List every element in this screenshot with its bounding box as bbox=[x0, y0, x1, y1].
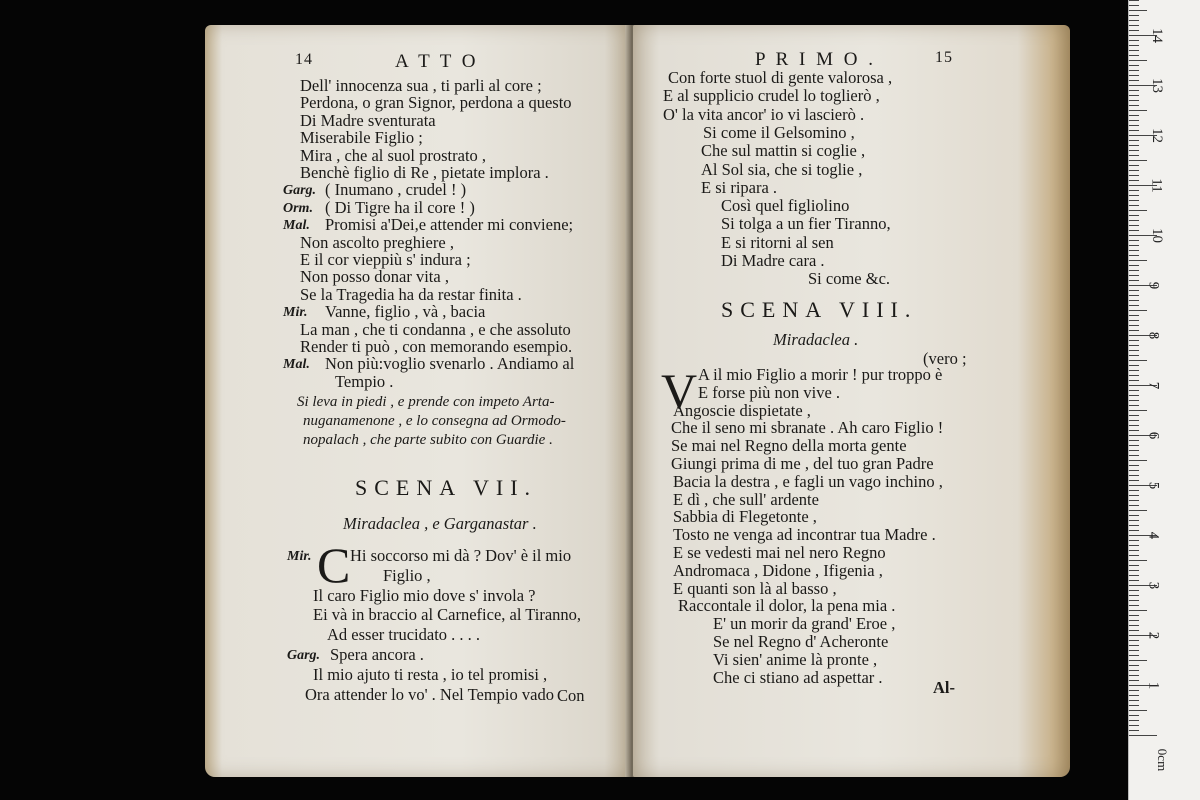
ruler-tick bbox=[1129, 280, 1139, 281]
text-line: Si come &c. bbox=[808, 269, 891, 289]
ruler-tick bbox=[1129, 105, 1139, 106]
ruler-tick bbox=[1129, 475, 1139, 476]
ruler-tick bbox=[1129, 730, 1139, 731]
ruler-number: 7 bbox=[1145, 381, 1162, 390]
ruler-tick bbox=[1129, 490, 1139, 491]
ruler-tick bbox=[1129, 605, 1139, 606]
ruler-tick bbox=[1129, 415, 1139, 416]
ruler-tick bbox=[1129, 315, 1139, 316]
text-line: Promisi a'Dei,e attender mi conviene; bbox=[325, 215, 574, 235]
ruler-unit-label: 0cm bbox=[1155, 748, 1171, 772]
ruler-number: 8 bbox=[1145, 331, 1162, 340]
left-page-number: 14 bbox=[295, 51, 313, 68]
text-line: Se la Tragedia ha da restar finita . bbox=[300, 284, 522, 304]
ruler-tick bbox=[1129, 640, 1139, 641]
ruler-tick bbox=[1129, 5, 1139, 6]
ruler-tick bbox=[1129, 675, 1139, 676]
ruler-tick bbox=[1129, 540, 1139, 541]
text-line: Il mio ajuto ti resta , io tel promisi , bbox=[313, 664, 548, 684]
ruler-tick bbox=[1129, 695, 1139, 696]
ruler-tick bbox=[1129, 295, 1139, 296]
ruler-tick bbox=[1129, 495, 1139, 496]
ruler-tick bbox=[1129, 705, 1139, 706]
ruler-number: 1 bbox=[1145, 681, 1162, 690]
ruler-tick bbox=[1129, 160, 1147, 161]
ruler-number: 14 bbox=[1149, 28, 1165, 43]
ruler-tick bbox=[1129, 355, 1139, 356]
measuring-ruler bbox=[1128, 0, 1200, 800]
ruler-tick bbox=[1129, 420, 1139, 421]
text-line: Sabbia di Flegetonte , bbox=[673, 507, 817, 527]
ruler-tick bbox=[1129, 255, 1139, 256]
ruler-tick bbox=[1129, 10, 1147, 11]
scene-viii-title: SCENA VIII. bbox=[721, 297, 918, 322]
ruler-tick bbox=[1129, 110, 1147, 111]
ruler-tick bbox=[1129, 120, 1139, 121]
text-line: Vanne, figlio , và , bacia bbox=[325, 302, 486, 322]
text-line: Si come il Gelsomino , bbox=[703, 122, 855, 142]
speaker-label: Garg. bbox=[283, 183, 317, 199]
ruler-tick bbox=[1129, 320, 1139, 321]
ruler-tick bbox=[1129, 75, 1139, 76]
text-line: Vi sien' anime là pronte , bbox=[713, 649, 878, 669]
ruler-tick bbox=[1129, 555, 1139, 556]
ruler-tick bbox=[1129, 470, 1139, 471]
ruler-tick bbox=[1129, 30, 1139, 31]
ruler-number: 11 bbox=[1148, 178, 1165, 193]
text-line: E al supplicio crudel lo toglierò , bbox=[663, 86, 880, 106]
left-running-head: A T T O bbox=[395, 51, 479, 72]
text-line: Non posso donar vita , bbox=[300, 267, 449, 287]
ruler-tick bbox=[1129, 665, 1139, 666]
text-line: Tempio . bbox=[335, 371, 394, 391]
ruler-tick bbox=[1129, 410, 1147, 411]
ruler-tick bbox=[1129, 375, 1139, 376]
ruler-tick bbox=[1129, 670, 1139, 671]
ruler-tick bbox=[1129, 615, 1139, 616]
vero-line: (vero ; bbox=[923, 349, 967, 368]
speaker-label: Orm. bbox=[283, 200, 313, 216]
text-line: Il caro Figlio mio dove s' invola ? bbox=[313, 585, 536, 605]
ruler-tick bbox=[1129, 370, 1139, 371]
ruler-tick bbox=[1129, 150, 1139, 151]
drop-cap-v: V bbox=[661, 363, 698, 419]
ruler-tick bbox=[1129, 505, 1139, 506]
ruler-tick bbox=[1129, 510, 1147, 511]
speaker-label: Mal. bbox=[283, 218, 310, 234]
text-line: ( Inumano , crudel ! ) bbox=[325, 180, 467, 200]
ruler-tick bbox=[1129, 610, 1147, 611]
ruler-tick bbox=[1129, 90, 1139, 91]
ruler-tick bbox=[1129, 515, 1139, 516]
speaker-label: Mir. bbox=[287, 549, 312, 564]
text-line: Di Madre sventurata bbox=[300, 110, 436, 130]
ruler-tick bbox=[1129, 525, 1139, 526]
ruler-tick bbox=[1129, 395, 1139, 396]
ruler-tick bbox=[1129, 100, 1139, 101]
scene-viii-characters: Miradaclea . bbox=[773, 330, 859, 349]
speaker-label: Mir. bbox=[283, 305, 308, 321]
ruler-tick bbox=[1129, 735, 1157, 736]
ruler-number: 5 bbox=[1145, 481, 1162, 490]
ruler-tick bbox=[1129, 220, 1139, 221]
ruler-tick bbox=[1129, 710, 1147, 711]
ruler-tick bbox=[1129, 20, 1139, 21]
ruler-tick bbox=[1129, 270, 1139, 271]
ruler-tick bbox=[1129, 50, 1139, 51]
ruler-tick bbox=[1129, 580, 1139, 581]
text-line: Figlio , bbox=[383, 565, 431, 585]
text-line: Raccontale il dolor, la pena mia . bbox=[678, 596, 896, 616]
ruler-tick bbox=[1129, 145, 1139, 146]
ruler-tick bbox=[1129, 560, 1147, 561]
text-line: Che sul mattin si coglie , bbox=[701, 141, 866, 161]
ruler-tick bbox=[1129, 200, 1139, 201]
ruler-tick bbox=[1129, 25, 1139, 26]
text-line: Ei và in braccio al Carnefice, al Tiranno, bbox=[313, 605, 582, 625]
text-line: Di Madre cara . bbox=[721, 251, 825, 270]
ruler-tick bbox=[1129, 660, 1147, 661]
text-line: Con forte stuol di gente valorosa , bbox=[668, 68, 893, 87]
ruler-tick bbox=[1129, 45, 1139, 46]
speaker-label: Mal. bbox=[283, 357, 310, 373]
text-line: La man , che ti condanna , e che assoluto bbox=[300, 319, 571, 339]
text-line: Bacia la destra , e fagli un vago inchino , bbox=[673, 471, 943, 491]
text-line: Si tolga a un fier Tiranno, bbox=[721, 214, 891, 234]
right-catchword: Al- bbox=[933, 678, 955, 697]
text-line: Mira , che al suol prostrato , bbox=[300, 145, 487, 165]
text-line: E' un morir da grand' Eroe , bbox=[713, 614, 896, 634]
ruler-number: 10 bbox=[1149, 228, 1165, 243]
text-line: Giungi prima di me , del tuo gran Padre bbox=[671, 454, 934, 473]
open-book bbox=[205, 25, 1070, 777]
ruler-tick bbox=[1129, 290, 1139, 291]
ruler-tick bbox=[1129, 310, 1147, 311]
ruler-tick bbox=[1129, 445, 1139, 446]
ruler-number: 12 bbox=[1149, 128, 1165, 143]
ruler-tick bbox=[1129, 575, 1139, 576]
text-line: Benchè figlio di Re , pietate implora . bbox=[300, 163, 549, 182]
ruler-tick bbox=[1129, 40, 1139, 41]
ruler-tick bbox=[1129, 530, 1139, 531]
ruler-tick bbox=[1129, 360, 1147, 361]
stage-direction-line: nopalach , che parte subito con Guardie . bbox=[303, 432, 553, 448]
text-line: Angoscie dispietate , bbox=[673, 400, 811, 420]
ruler-tick bbox=[1129, 245, 1139, 246]
ruler-tick bbox=[1129, 590, 1139, 591]
ruler-tick bbox=[1129, 215, 1139, 216]
left-page bbox=[205, 25, 630, 777]
ruler-tick bbox=[1129, 600, 1139, 601]
ruler-number: 4 bbox=[1145, 531, 1162, 540]
ruler-tick bbox=[1129, 70, 1139, 71]
ruler-number: 2 bbox=[1145, 631, 1162, 640]
ruler-tick bbox=[1129, 15, 1139, 16]
text-line: Se mai nel Regno della morta gente bbox=[671, 436, 907, 456]
stage-direction-line: Si leva in piedi , e prende con impeto Arta- bbox=[297, 394, 555, 410]
text-line: Non più:voglio svenarlo . Andiamo al bbox=[325, 354, 575, 374]
ruler-tick bbox=[1129, 0, 1139, 1]
ruler-tick bbox=[1129, 180, 1139, 181]
text-line: Che ci stiano ad aspettar . bbox=[713, 667, 883, 687]
ruler-tick bbox=[1129, 450, 1139, 451]
ruler-tick bbox=[1129, 725, 1139, 726]
ruler-tick bbox=[1129, 95, 1139, 96]
ruler-tick bbox=[1129, 440, 1139, 441]
drop-cap-c: C bbox=[317, 537, 351, 593]
text-line: E se vedesti mai nel nero Regno bbox=[673, 543, 886, 562]
ruler-tick bbox=[1129, 465, 1139, 466]
speaker-label: Garg. bbox=[287, 648, 321, 663]
ruler-tick bbox=[1129, 550, 1139, 551]
text-line: A il mio Figlio a morir ! pur troppo è bbox=[698, 365, 943, 384]
text-line: E si ripara . bbox=[701, 177, 778, 197]
ruler-tick bbox=[1129, 275, 1139, 276]
ruler-tick bbox=[1129, 620, 1139, 621]
right-page-number: 15 bbox=[935, 49, 953, 66]
ruler-tick bbox=[1129, 175, 1139, 176]
text-line: E quanti son là al basso , bbox=[673, 578, 837, 598]
ruler-tick bbox=[1129, 520, 1139, 521]
ruler-tick bbox=[1129, 460, 1147, 461]
ruler-tick bbox=[1129, 195, 1139, 196]
text-line: Hi soccorso mi dà ? Dov' è il mio bbox=[350, 546, 572, 565]
text-line: Ora attender lo vo' . Nel Tempio vado bbox=[305, 684, 554, 704]
ruler-tick bbox=[1129, 650, 1139, 651]
ruler-tick bbox=[1129, 305, 1139, 306]
text-line: O' la vita ancor' io vi lascierò . bbox=[663, 104, 865, 124]
ruler-tick bbox=[1129, 165, 1139, 166]
ruler-tick bbox=[1129, 455, 1139, 456]
ruler-number: 3 bbox=[1145, 581, 1162, 590]
ruler-tick bbox=[1129, 430, 1139, 431]
ruler-tick bbox=[1129, 65, 1139, 66]
text-line: ( Di Tigre ha il core ! ) bbox=[325, 197, 475, 217]
ruler-tick bbox=[1129, 265, 1139, 266]
text-line: Al Sol sia, che si toglie , bbox=[701, 159, 863, 179]
ruler-tick bbox=[1129, 690, 1139, 691]
text-line: Se nel Regno d' Acheronte bbox=[713, 632, 889, 651]
ruler-tick bbox=[1129, 330, 1139, 331]
text-line: Che il seno mi sbranate . Ah caro Figlio ! bbox=[671, 418, 944, 438]
ruler-tick bbox=[1129, 630, 1139, 631]
ruler-number: 9 bbox=[1145, 281, 1162, 290]
right-running-head: P R I M O . bbox=[755, 49, 876, 70]
ruler-tick bbox=[1129, 405, 1139, 406]
ruler-tick bbox=[1129, 425, 1139, 426]
ruler-tick bbox=[1129, 545, 1139, 546]
text-line: Non ascolto preghiere , bbox=[300, 232, 454, 252]
ruler-tick bbox=[1129, 715, 1139, 716]
ruler-tick bbox=[1129, 325, 1139, 326]
stage-direction-line: nuganamenone , e lo consegna ad Ormodo- bbox=[303, 413, 566, 429]
right-page bbox=[633, 25, 1070, 777]
ruler-tick bbox=[1129, 390, 1139, 391]
ruler-tick bbox=[1129, 205, 1139, 206]
text-line: E forse più non vive . bbox=[698, 382, 841, 402]
scene-vii-title: SCENA VII. bbox=[355, 475, 538, 500]
text-line: Così quel figliolino bbox=[721, 196, 850, 216]
text-line: E il cor vieppiù s' indura ; bbox=[300, 250, 471, 269]
ruler-tick bbox=[1129, 250, 1139, 251]
ruler-tick bbox=[1129, 60, 1147, 61]
text-line: Perdona, o gran Signor, perdona a questo bbox=[300, 93, 572, 113]
text-line: E dì , che sull' ardente bbox=[673, 489, 819, 509]
ruler-tick bbox=[1129, 480, 1139, 481]
ruler-tick bbox=[1129, 240, 1139, 241]
text-line: Andromaca , Didone , Ifigenia , bbox=[673, 560, 883, 580]
ruler-tick bbox=[1129, 340, 1139, 341]
text-line: E si ritorni al sen bbox=[721, 232, 834, 252]
ruler-tick bbox=[1129, 365, 1139, 366]
ruler-tick bbox=[1129, 500, 1139, 501]
ruler-tick bbox=[1129, 400, 1139, 401]
ruler-tick bbox=[1129, 140, 1139, 141]
text-line: Tosto ne venga ad incontrar tua Madre . bbox=[673, 525, 936, 545]
ruler-tick bbox=[1129, 80, 1139, 81]
ruler-tick bbox=[1129, 350, 1139, 351]
ruler-tick bbox=[1129, 645, 1139, 646]
text-line: Render ti può , con memorando esempio. bbox=[300, 337, 573, 356]
ruler-tick bbox=[1129, 595, 1139, 596]
ruler-tick bbox=[1129, 570, 1139, 571]
ruler-tick bbox=[1129, 55, 1139, 56]
text-line: Dell' innocenza sua , ti parli al core ; bbox=[300, 76, 542, 95]
ruler-tick bbox=[1129, 380, 1139, 381]
ruler-tick bbox=[1129, 225, 1139, 226]
ruler-tick bbox=[1129, 130, 1139, 131]
ruler-tick bbox=[1129, 125, 1139, 126]
ruler-tick bbox=[1129, 300, 1139, 301]
ruler-tick bbox=[1129, 230, 1139, 231]
ruler-number: 13 bbox=[1149, 78, 1165, 93]
ruler-tick bbox=[1129, 115, 1139, 116]
ruler-tick bbox=[1129, 210, 1147, 211]
ruler-tick bbox=[1129, 680, 1139, 681]
text-line: Ad esser trucidato . . . . bbox=[327, 625, 481, 645]
ruler-tick bbox=[1129, 565, 1139, 566]
ruler-tick bbox=[1129, 700, 1139, 701]
ruler-tick bbox=[1129, 655, 1139, 656]
ruler-tick bbox=[1129, 155, 1139, 156]
ruler-tick bbox=[1129, 625, 1139, 626]
scene-vii-characters: Miradaclea , e Garganastar . bbox=[343, 514, 537, 533]
ruler-tick bbox=[1129, 190, 1139, 191]
ruler-tick bbox=[1129, 345, 1139, 346]
left-catchword: Con bbox=[557, 686, 585, 705]
ruler-number: 6 bbox=[1145, 431, 1162, 440]
text-line: Spera ancora . bbox=[330, 645, 424, 664]
ruler-tick bbox=[1129, 170, 1139, 171]
ruler-tick bbox=[1129, 720, 1139, 721]
text-line: Miserabile Figlio ; bbox=[300, 128, 423, 148]
ruler-tick bbox=[1129, 260, 1147, 261]
